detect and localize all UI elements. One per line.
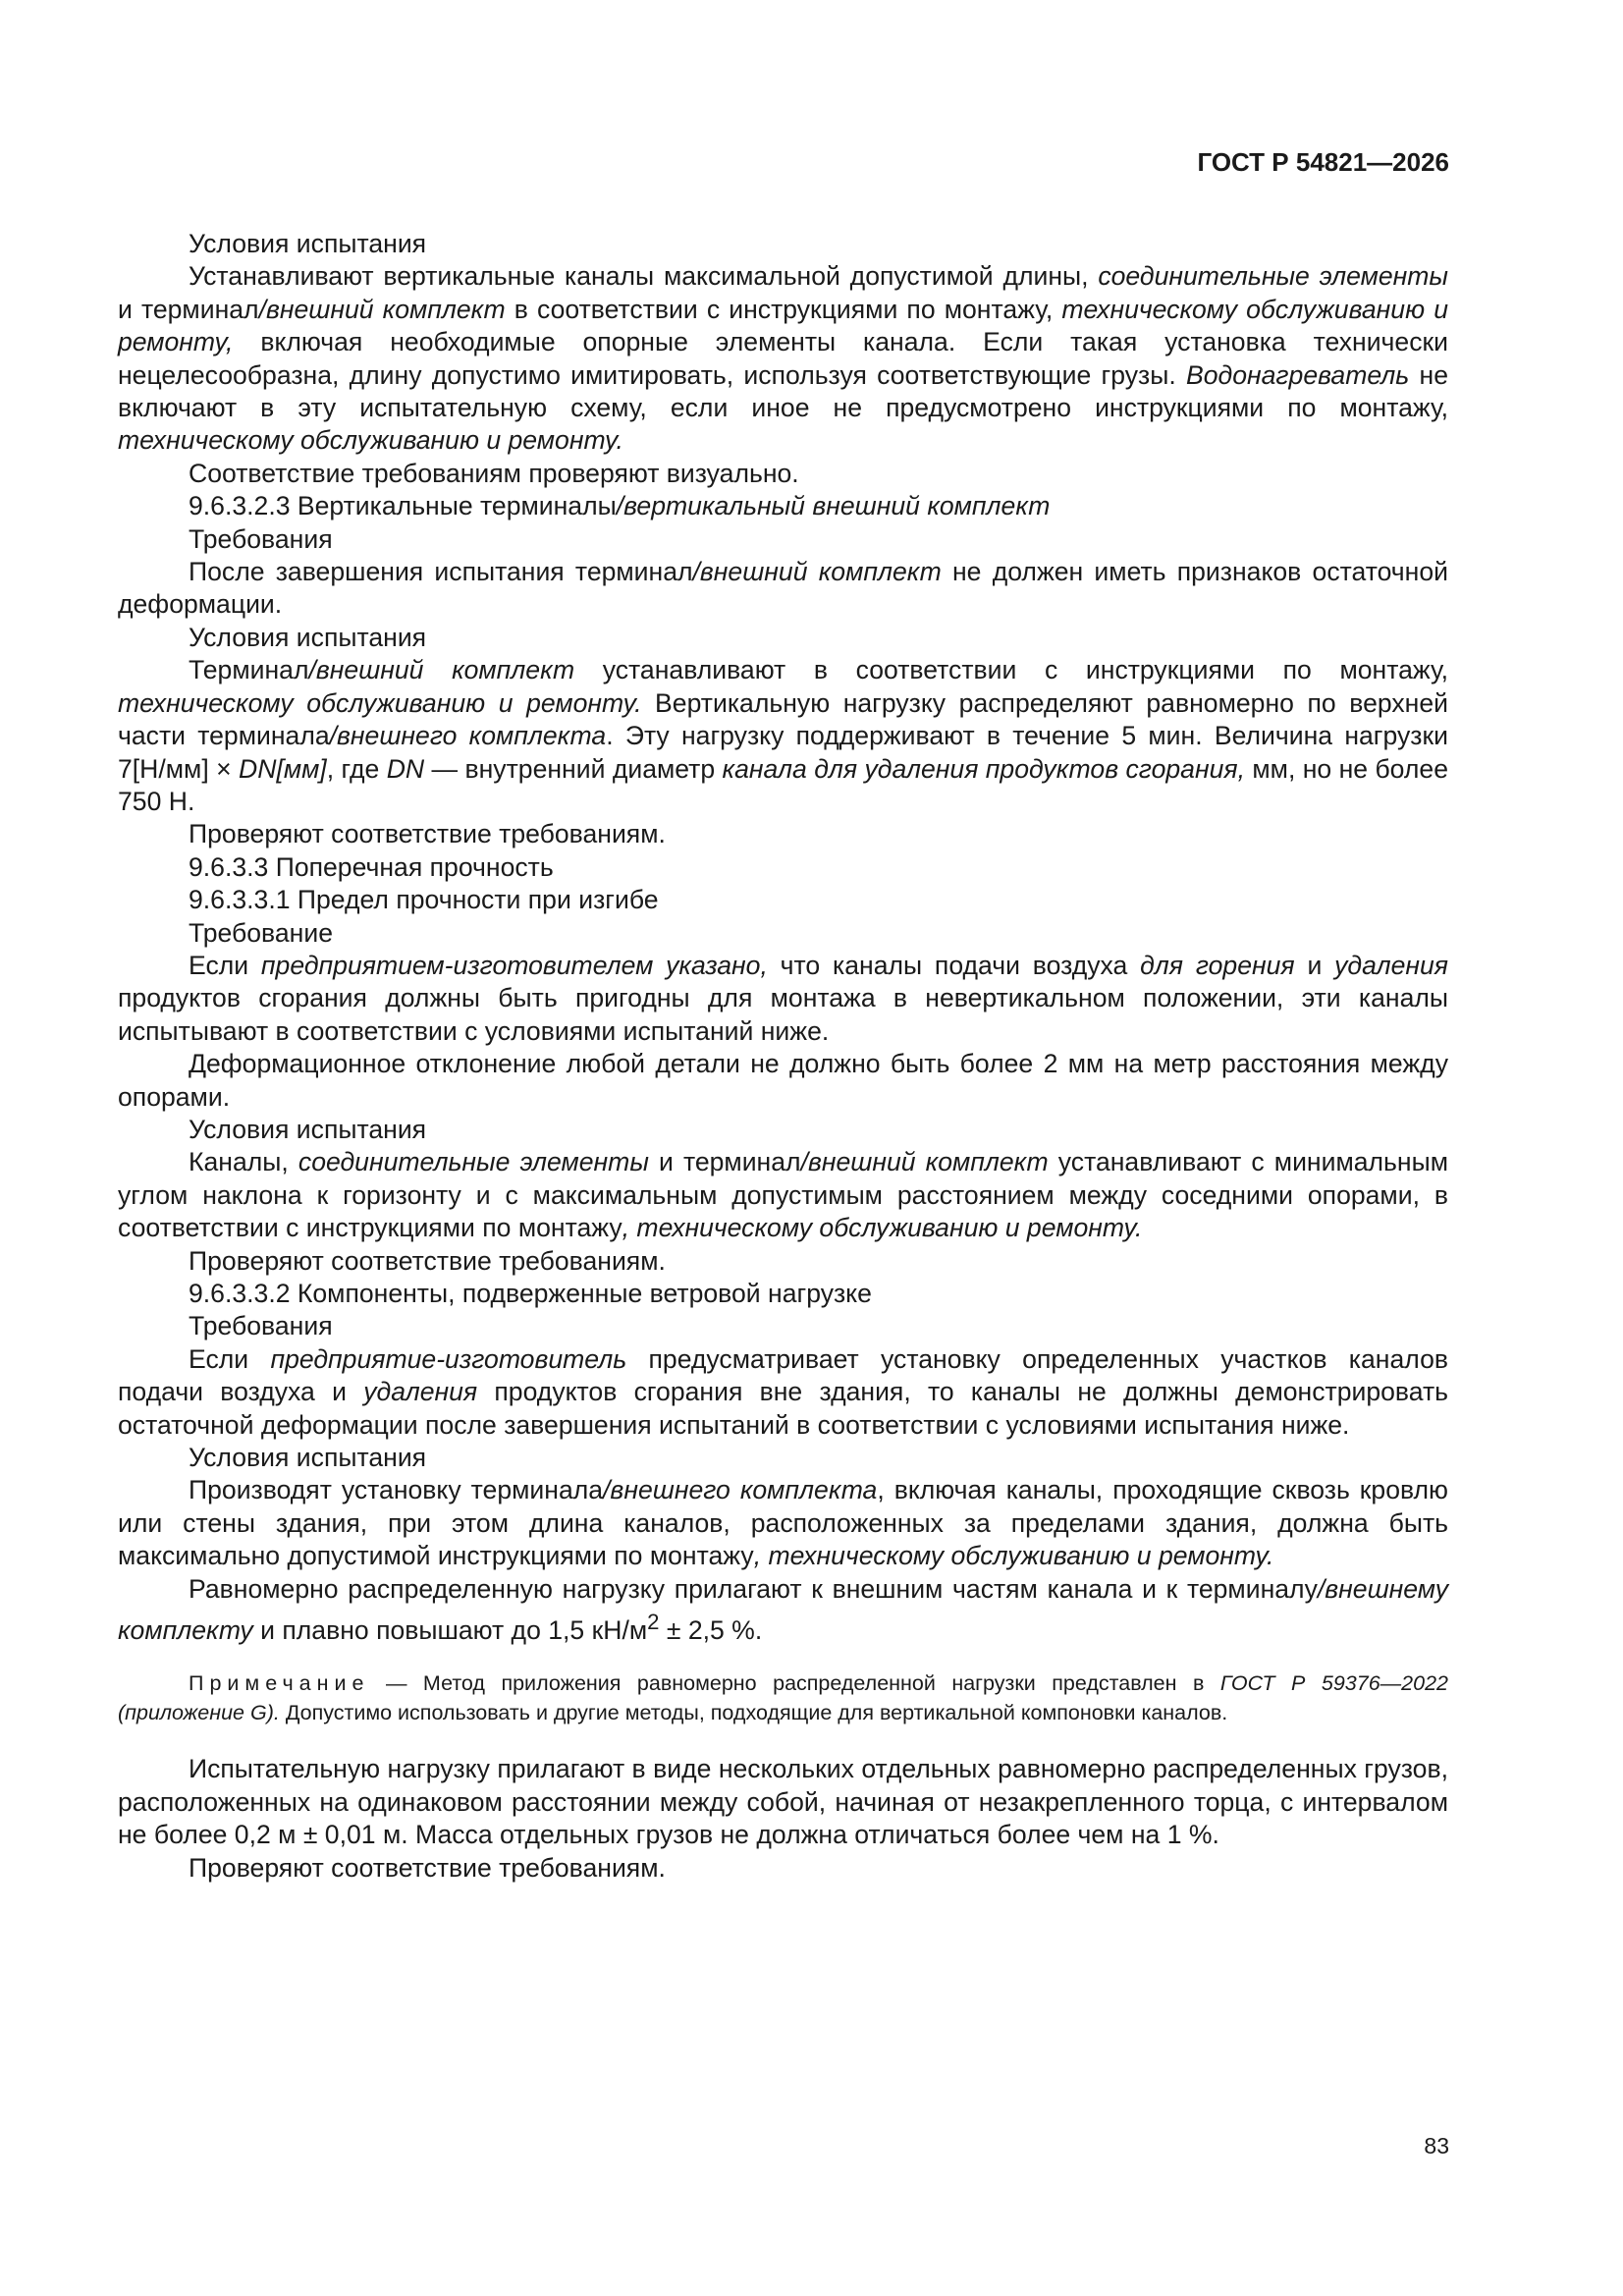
text-run: Условия испытания [189,622,427,652]
paragraph [118,1278,1448,1310]
text-run: Проверяют соответствие требованиям. [189,819,666,849]
paragraph [118,228,1448,260]
text-run: Если [189,1343,271,1374]
italic-text: /внешний комплект [258,294,506,324]
italic-text: удаления [363,1377,478,1407]
paragraph [118,1753,1448,1851]
paragraph [118,556,1448,622]
text-run: . Эту нагрузку поддерживают в течение 5 мин. Величина нагрузки 7[Н/мм] × [118,721,1448,784]
text-run: 2 [647,1610,660,1635]
text-run: что каналы подачи воздуха [767,950,1141,980]
text-run: Условия испытания [189,1114,427,1144]
italic-text: Водонагреватель [1185,359,1410,390]
text-run: Терминал [189,655,309,685]
text-run: 9.6.3.3.2 Компоненты, подверженные ветровой нагрузке [189,1279,872,1308]
text-run: предусматривает установку определенных участков каналов подачи воздуха и [118,1343,1449,1407]
paragraph [118,1474,1448,1572]
paragraph [118,1310,1448,1342]
text-run: Проверяют соответствие требованиям. [189,1245,666,1276]
italic-text: /внешнего комплекта [603,1475,878,1505]
italic-text: соединительные элементы [1098,261,1448,292]
text-run: Если [189,950,261,980]
text-run: — Метод приложения равномерно распределенной нагрузки представлен в [369,1671,1220,1696]
text-run: Условия испытания [189,1443,427,1473]
text-run: не включают в эту испытательную схему, если иное не предусмотрено инструкциями по монтажу, [118,359,1448,423]
paragraph [118,622,1448,654]
text-run: Вертикальную нагрузку распределяют равномерно по верхней части терминала [118,687,1448,751]
text-run: Устанавливают вертикальные каналы максимальной допустимой длины, [189,261,1099,292]
italic-text: предприятием-изготовителем указано, [260,950,768,980]
text-run: устанавливают в соответствии с инструкциями по монтажу, [574,655,1448,685]
text-run: Проверяют соответствие требованиям. [189,1852,666,1883]
italic-text: /вертикальный внешний комплект [616,491,1051,521]
text-run: Примечание [189,1671,370,1696]
italic-text: /внешнему комплекту [118,1573,1448,1645]
italic-text: техническому обслуживанию и ремонту. [118,425,623,456]
text-run: 9.6.3.3 Поперечная прочность [189,851,554,882]
italic-text: для горения [1140,950,1295,980]
paragraph [118,654,1448,818]
text-run: и терминал [118,294,259,324]
text-run: Условия испытания [189,229,427,258]
text-run: 9.6.3.2.3 Вертикальные терминалы [189,491,617,521]
paragraph [118,1114,1448,1146]
text-run: Равномерно распределенную нагрузку прилагают к внешним частям канала и к терминалу [189,1573,1318,1604]
text-run: и терминал [648,1147,801,1177]
paragraph [118,1343,1448,1442]
text-run: и [1294,950,1335,980]
text-run: Деформационное отклонение любой детали не должно быть более 2 мм на метр расстояния между опорами. [118,1049,1448,1112]
paragraph [118,523,1448,556]
text-run: устанавливают с минимальным углом наклона к горизонту и с максимальным допустимым расстоянием между соседними опорами, в соответствии с инструкциями по монтажу [118,1147,1448,1243]
paragraph [118,1852,1448,1885]
text-run: в соответствии с инструкциями по монтажу, [505,294,1062,324]
italic-text: , техническому обслуживанию и ремонту. [622,1213,1143,1243]
italic-text: DN [386,753,425,784]
text-run: Производят установку терминала [189,1475,604,1505]
paragraph [118,818,1448,850]
italic-text: /внешний комплект [800,1147,1049,1177]
text-run: не должен иметь признаков остаточной деформации. [118,557,1448,620]
paragraph [118,1442,1448,1474]
paragraph [118,1048,1448,1114]
text-run: После завершения испытания терминал [189,557,693,587]
text-run: , где [326,753,387,784]
note-paragraph [118,1668,1448,1727]
italic-text: предприятие-изготовитель [270,1343,627,1374]
italic-text: соединительные элементы [298,1147,649,1177]
text-run: Требования [189,1311,333,1341]
italic-text: канала для удаления продуктов сгорания, [722,753,1245,784]
text-run: ± 2,5 %. [659,1614,763,1645]
paragraph [118,1245,1448,1278]
text-run: продуктов сгорания вне здания, то каналы не должны демонстрировать остаточной деформации после завершения испытаний в соответствии с условиями испытания ниже. [118,1377,1448,1440]
italic-text: ГОСТ Р 59376—2022 (приложение G). [118,1671,1448,1725]
text-run: 9.6.3.3.1 Предел прочности при изгибе [189,885,659,915]
paragraph [118,884,1448,916]
paragraph [118,917,1448,950]
paragraph [118,1573,1448,1648]
paragraph [118,1146,1448,1244]
text-run: — внутренний диаметр [424,753,723,784]
italic-text: /внешний комплект [692,557,942,587]
paragraph [118,950,1448,1048]
italic-text: /внешний комплект [308,655,575,685]
text-run: и плавно повышают до 1,5 кН/м [252,1614,648,1645]
italic-text: DN[мм] [239,753,327,784]
italic-text: , техническому обслуживанию и ремонту. [753,1541,1274,1571]
text-run: Каналы, [189,1147,298,1177]
text-run: Требование [189,917,334,948]
paragraph [118,851,1448,884]
text-run: Соответствие требованиям проверяют визуально. [189,458,799,488]
italic-text: удаления [1334,950,1449,980]
text-run: включая необходимые опорные элементы канала. Если такая установка технически нецелесообразна, длину допустимо имитировать, используя соответствующие грузы. [118,327,1448,390]
text-run: Допустимо использовать и другие методы, подходящие для вертикальной компоновки каналов. [279,1701,1228,1725]
paragraph [118,490,1448,522]
italic-text: техническому обслуживанию и ремонту, [118,294,1448,357]
document-body [118,228,1448,1885]
text-run: Испытательную нагрузку прилагают в виде нескольких отдельных равномерно распределенных грузов, расположенных на одинаковом расстоянии между собой, начиная от незакрепленного торца, с интервалом не более 0,2 м ± 0,01 м. Масса отдельных грузов не должна отличаться более чем на 1 %. [118,1754,1448,1850]
text-run: мм, но не более 750 Н. [118,753,1448,816]
italic-text: техническому обслуживанию и ремонту. [118,687,642,718]
paragraph [118,458,1448,490]
text-run: , включая каналы, проходящие сквозь кровлю или стены здания, при этом длина каналов, расположенных за пределами здания, должна быть максимально допустимой инструкциями по монтажу [118,1475,1448,1571]
italic-text: /внешнего комплекта [329,721,607,751]
text-run: продуктов сгорания должны быть пригодны для монтажа в невертикальном положении, эти каналы испытывают в соответствии с условиями испытаний ниже. [118,983,1448,1046]
text-run: Требования [189,523,333,554]
page-number: 83 [1424,2133,1449,2159]
paragraph [118,260,1448,457]
document-code-header: ГОСТ Р 54821—2026 [1197,147,1449,177]
